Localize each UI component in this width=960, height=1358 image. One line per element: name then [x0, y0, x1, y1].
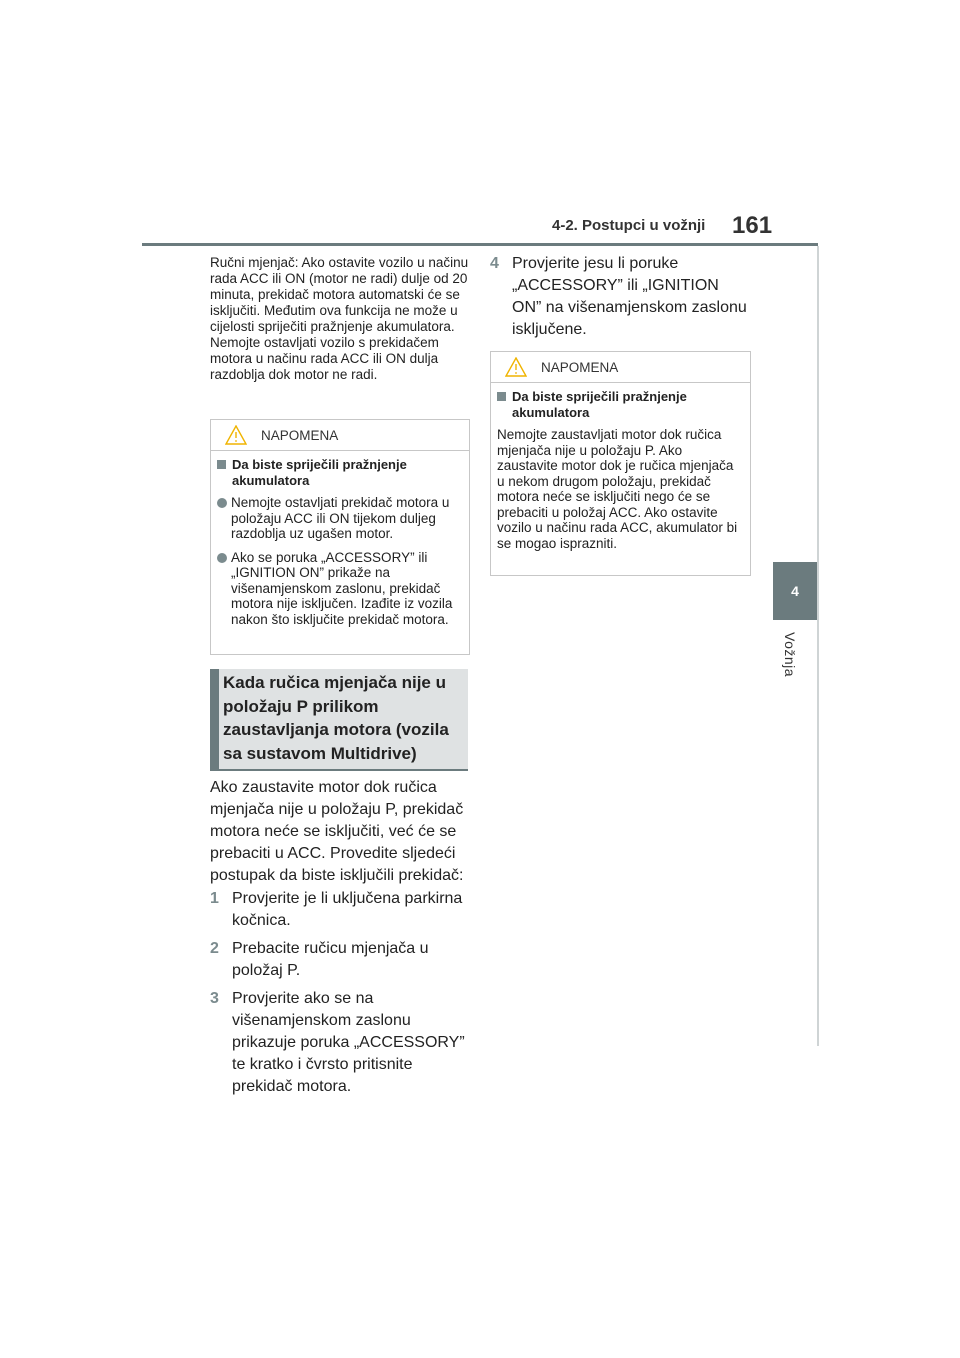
- note-title: NAPOMENA: [541, 359, 619, 375]
- note-bullet: [217, 550, 461, 628]
- step-text: Provjerite jesu li poruke „ACCESSORY” ili „IGNITION ON” na višenamjenskom zaslonu isključene.: [512, 255, 747, 338]
- dot-bullet-icon: [217, 553, 227, 563]
- dot-bullet-icon: [217, 498, 227, 508]
- side-divider: [817, 246, 819, 1046]
- note-bullet-text: Ako se poruka „ACCESSORY” ili „IGNITION ON” prikaže na višenamjenskom zaslonu, prekidač motora nije isključen. Izađite iz vozila nakon što isključite prekidač motora.: [231, 549, 453, 627]
- step-number: 3: [210, 990, 219, 1007]
- step-text: Provjerite je li uključena parkirna kočnica.: [232, 890, 463, 929]
- main-paragraph: Ako zaustavite motor dok ručica mjenjača nije u položaju P, prekidač motora neće se isključiti, već će se prebaciti u ACC. Provedite sljedeći postupak da biste isključili prekidač:: [210, 779, 464, 884]
- note-bullet: [217, 495, 461, 542]
- note-header: [211, 420, 469, 451]
- note-subheading: [497, 389, 742, 421]
- note-title: NAPOMENA: [261, 427, 339, 443]
- square-bullet-icon: [217, 460, 226, 469]
- warning-triangle-icon: [505, 357, 527, 377]
- step-item: [210, 938, 472, 982]
- step-item: [210, 988, 472, 1098]
- chapter-tab: [773, 562, 817, 620]
- warning-triangle-icon: [225, 425, 247, 445]
- step-number: 2: [210, 940, 219, 957]
- note-header: [491, 352, 750, 383]
- section-title: 4-2. Postupci u vožnji: [552, 217, 706, 234]
- step-number: 4: [490, 255, 499, 272]
- step-item: [490, 253, 752, 341]
- note-box-left: [210, 419, 470, 655]
- chapter-label: Vožnja: [782, 632, 798, 678]
- note-subheading: [217, 457, 461, 489]
- step-item: [210, 888, 472, 932]
- note-subheading-text: Da biste spriječili pražnjenje akumulatora: [232, 457, 407, 488]
- section-heading-bar: [210, 669, 219, 769]
- note-paragraph: Nemojte zaustavljati motor dok ručica mjenjača nije u položaju P. Ako zaustavite motor dok je ručica mjenjača u nekom drugom položaju, prekidač motora neće se isključiti nego će se prebaciti u položaj ACC. Ako ostavite vozilo u načinu rada ACC, akumulator bi se mogao isprazniti.: [497, 427, 738, 551]
- note-bullet-text: Nemojte ostavljati prekidač motora u položaju ACC ili ON tijekom duljeg razdoblja uz ugašen motor.: [231, 495, 450, 541]
- note-subheading-text: Da biste spriječili pražnjenje akumulatora: [512, 389, 687, 420]
- step-text: Provjerite ako se na višenamjenskom zaslonu prikazuje poruka „ACCESSORY” te kratko i čvrsto pritisnite prekidač motora.: [232, 990, 465, 1095]
- page-number: 161: [732, 212, 773, 239]
- chapter-number: 4: [791, 583, 799, 599]
- square-bullet-icon: [497, 392, 506, 401]
- intro-paragraph: Ručni mjenjač: Ako ostavite vozilo u načinu rada ACC ili ON (motor ne radi) dulje od 20 minuta, prekidač motora automatski će se isključiti. Međutim ova funkcija ne može u cijelosti spriječiti pražnjenje akumulatora. Nemojte ostavljati vozilo s prekidačem motora u načinu rada ACC ili ON dulja razdoblja dok motor ne radi.: [210, 255, 469, 382]
- header-rule: [142, 243, 818, 246]
- step-text: Prebacite ručicu mjenjača u položaj P.: [232, 940, 429, 979]
- step-number: 1: [210, 890, 219, 907]
- note-box-right: [490, 351, 751, 576]
- section-heading: Kada ručica mjenjača nije u položaju P prilikom zaustavljanja motora (vozila sa sustavom Multidrive): [223, 673, 449, 763]
